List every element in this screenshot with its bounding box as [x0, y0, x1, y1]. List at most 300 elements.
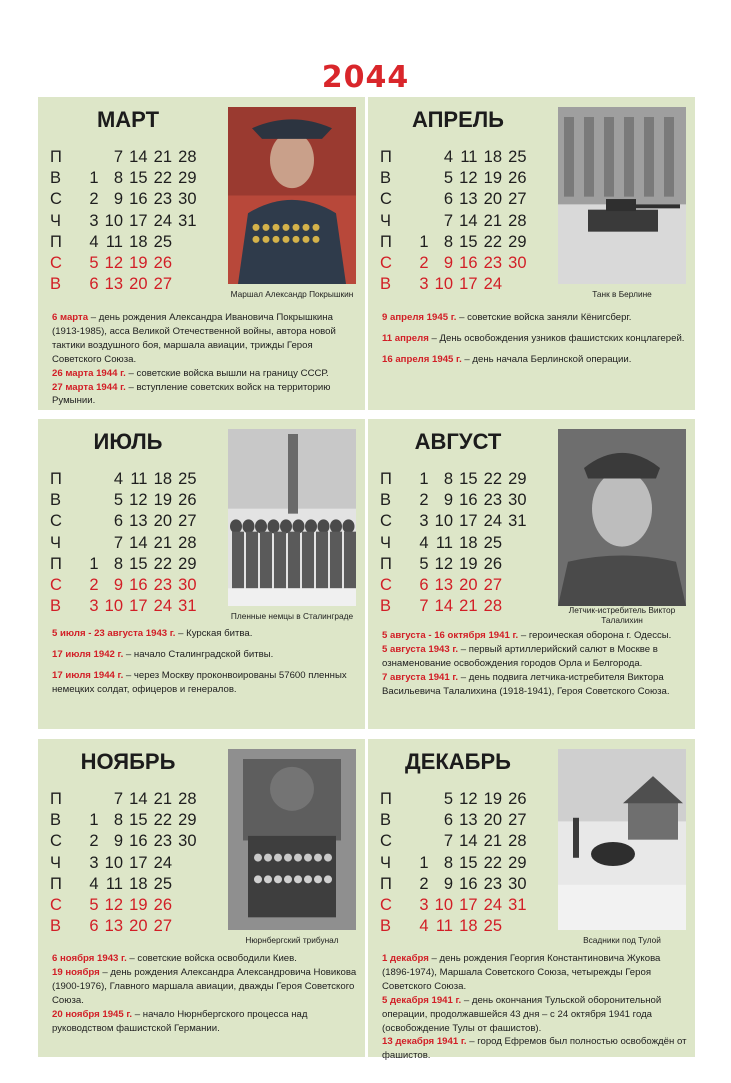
day-cell: 8 — [443, 232, 453, 251]
month-days — [50, 469, 197, 617]
note-date: 5 июля - 23 августа 1943 г. — [52, 628, 176, 639]
weekday-label: Ч — [50, 853, 61, 872]
day-cell: 3 — [89, 597, 99, 616]
week-row — [380, 490, 527, 511]
day-cell: 24 — [153, 853, 172, 872]
day-cell: 27 — [153, 917, 172, 936]
day-cell: 30 — [178, 832, 197, 851]
day-cell: 25 — [508, 148, 527, 167]
weekday-label: Ч — [50, 211, 61, 230]
week-row — [50, 232, 197, 253]
day-cell: 3 — [89, 853, 99, 872]
day-cell: 15 — [459, 470, 478, 489]
photo — [558, 107, 686, 284]
day-cell: 28 — [178, 148, 197, 167]
day-cell: 30 — [508, 491, 527, 510]
weekday-label: П — [380, 554, 392, 573]
month-panel — [368, 419, 695, 729]
day-cell: 24 — [483, 896, 502, 915]
day-cell: 16 — [129, 190, 148, 209]
day-cell: 11 — [105, 232, 123, 251]
day-cell: 12 — [459, 790, 478, 809]
day-cell: 6 — [443, 190, 453, 209]
week-row — [50, 253, 197, 274]
note — [52, 952, 357, 966]
note-date: 17 июля 1942 г. — [52, 648, 124, 660]
day-cell: 30 — [508, 254, 527, 273]
note-text: – начало Нюрнбергского процесса над руководством фашистской Германии. — [52, 1008, 308, 1034]
day-cell: 2 — [419, 491, 429, 510]
day-cell: 7 — [113, 790, 123, 809]
day-cell: 28 — [178, 790, 197, 809]
year-title: 2044 — [321, 60, 410, 95]
day-cell: 15 — [459, 853, 478, 872]
day-cell: 19 — [459, 554, 478, 573]
week-row — [380, 168, 527, 189]
day-cell: 4 — [419, 917, 429, 936]
day-cell: 3 — [419, 275, 429, 294]
photo-caption: Нюрнбергский трибунал — [245, 935, 339, 945]
week-row — [380, 253, 527, 274]
day-cell: 31 — [508, 896, 527, 915]
day-cell: 23 — [153, 576, 172, 595]
day-cell: 16 — [459, 874, 478, 893]
weekday-label: Ч — [50, 533, 61, 552]
note-date: 5 августа 1943 г. — [382, 643, 459, 655]
month-panel — [38, 97, 365, 410]
day-cell: 25 — [153, 232, 172, 251]
day-cell: 22 — [153, 554, 172, 573]
day-cell: 4 — [419, 533, 429, 552]
day-cell: 26 — [508, 790, 527, 809]
day-cell: 10 — [434, 896, 453, 915]
day-cell: 16 — [129, 576, 148, 595]
week-row — [380, 916, 527, 937]
day-cell: 27 — [508, 811, 527, 830]
day-cell: 31 — [178, 597, 197, 616]
note-text: – день окончания Тульской оборонительной операции, продолжавшейся 43 дня – с 24 октября 1941 года (освобождение Тулы от фашистов). — [382, 994, 662, 1034]
note-text: – Курская битва. — [175, 628, 253, 639]
note-date: 13 декабря 1941 г. — [382, 1036, 467, 1048]
note-date: 6 ноября 1943 г. — [52, 953, 127, 964]
month-title: МАРТ — [96, 107, 160, 132]
day-cell: 6 — [419, 576, 429, 595]
day-cell: 5 — [89, 254, 99, 273]
week-row — [380, 147, 527, 168]
note-date: 17 июля 1944 г. — [52, 669, 124, 681]
note — [52, 966, 357, 1008]
day-cell: 26 — [508, 169, 527, 188]
note-text: – советские войска вышли на границу СССР. — [125, 367, 329, 379]
day-cell: 5 — [419, 554, 429, 573]
day-cell: 26 — [178, 491, 197, 510]
day-cell: 26 — [483, 554, 502, 573]
day-cell: 18 — [129, 232, 148, 251]
day-cell: 25 — [178, 470, 197, 489]
note — [52, 381, 357, 409]
day-cell: 8 — [113, 169, 123, 188]
month-days — [50, 147, 197, 295]
week-row — [50, 211, 197, 232]
day-cell: 2 — [89, 832, 99, 851]
day-cell: 17 — [459, 275, 478, 294]
day-cell: 17 — [459, 512, 478, 531]
day-cell: 31 — [508, 512, 527, 531]
week-row — [380, 575, 527, 596]
week-row — [380, 789, 527, 810]
note — [52, 367, 357, 381]
day-cell: 12 — [104, 896, 123, 915]
day-cell: 14 — [129, 790, 148, 809]
day-cell: 8 — [443, 853, 453, 872]
week-row — [50, 853, 197, 874]
day-cell: 1 — [89, 554, 99, 573]
day-cell: 18 — [153, 470, 172, 489]
month-panel — [38, 739, 365, 1057]
day-cell: 29 — [508, 470, 527, 489]
day-cell: 24 — [483, 512, 502, 531]
day-cell: 20 — [483, 811, 502, 830]
day-cell: 20 — [459, 576, 478, 595]
month-title: АПРЕЛЬ — [411, 107, 504, 132]
day-cell: 29 — [508, 232, 527, 251]
week-row — [50, 916, 197, 937]
day-cell: 9 — [113, 576, 123, 595]
weekday-label: П — [50, 874, 62, 893]
weekday-label: В — [50, 917, 62, 936]
day-cell: 15 — [129, 169, 148, 188]
note-date: 6 марта — [52, 312, 89, 323]
week-row — [50, 189, 197, 210]
day-cell: 23 — [153, 832, 172, 851]
weekday-label: С — [380, 512, 392, 531]
day-cell: 28 — [178, 533, 197, 552]
photo-caption: Пленные немцы в Сталинграде — [230, 611, 354, 621]
day-cell: 14 — [129, 533, 148, 552]
photo — [228, 429, 356, 606]
day-cell: 28 — [483, 597, 502, 616]
note — [382, 629, 687, 643]
photo — [228, 107, 356, 284]
notes — [382, 952, 687, 1063]
day-cell: 19 — [483, 169, 502, 188]
note — [382, 1035, 687, 1063]
weekday-label: В — [50, 491, 62, 510]
weekday-label: В — [380, 811, 392, 830]
day-cell: 4 — [89, 232, 99, 251]
day-cell: 10 — [104, 211, 123, 230]
day-cell: 6 — [113, 512, 123, 531]
day-cell: 16 — [129, 832, 148, 851]
day-cell: 5 — [89, 896, 99, 915]
day-cell: 10 — [104, 853, 123, 872]
note-date: 16 апреля 1945 г. — [382, 353, 462, 365]
week-row — [50, 895, 197, 916]
month-title: ИЮЛЬ — [93, 429, 163, 454]
notes — [52, 952, 357, 1035]
day-cell: 23 — [153, 190, 172, 209]
note-text: – день рождения Александра Ивановича Покрышкина (1913-1985), асса Великой Отечественной войны, автора новой тактики воздушного боя, маршала авиации, трижды Героя Советского Союза. — [52, 312, 336, 365]
photo — [228, 749, 356, 930]
week-row — [380, 810, 527, 831]
month-days — [50, 789, 197, 937]
day-cell: 3 — [419, 512, 429, 531]
day-cell: 20 — [129, 917, 148, 936]
week-row — [50, 575, 197, 596]
day-cell: 11 — [435, 917, 453, 936]
week-row — [50, 168, 197, 189]
weekday-label: Ч — [380, 533, 391, 552]
weekday-label: В — [50, 275, 62, 294]
day-cell: 19 — [129, 896, 148, 915]
weekday-label: П — [50, 790, 62, 809]
day-cell: 10 — [104, 597, 123, 616]
day-cell: 11 — [130, 470, 148, 489]
month-panel — [368, 739, 695, 1062]
day-cell: 16 — [459, 491, 478, 510]
day-cell: 21 — [483, 832, 502, 851]
day-cell: 22 — [483, 853, 502, 872]
day-cell: 25 — [483, 917, 502, 936]
note-text: – город Ефремов был полностью освобождён от фашистов. — [382, 1036, 687, 1062]
day-cell: 20 — [483, 190, 502, 209]
day-cell: 11 — [105, 874, 123, 893]
week-row — [380, 874, 527, 895]
week-row — [380, 274, 527, 295]
day-cell: 3 — [89, 211, 99, 230]
day-cell: 15 — [129, 554, 148, 573]
day-cell: 30 — [508, 874, 527, 893]
day-cell: 11 — [460, 148, 478, 167]
day-cell: 18 — [483, 148, 502, 167]
day-cell: 11 — [435, 533, 453, 552]
day-cell: 30 — [178, 190, 197, 209]
day-cell: 5 — [443, 169, 453, 188]
day-cell: 14 — [434, 597, 453, 616]
day-cell: 3 — [419, 896, 429, 915]
day-cell: 10 — [434, 275, 453, 294]
day-cell: 23 — [483, 254, 502, 273]
note — [382, 332, 687, 346]
day-cell: 19 — [483, 790, 502, 809]
day-cell: 30 — [178, 576, 197, 595]
day-cell: 7 — [113, 533, 123, 552]
month-days — [380, 469, 527, 617]
weekday-label: С — [50, 512, 62, 531]
note-text: – первый артиллерийский салют в Москве в ознаменование освобождения городов Орла и Белгорода. — [382, 643, 658, 669]
weekday-label: С — [380, 190, 392, 209]
day-cell: 26 — [153, 896, 172, 915]
day-cell: 8 — [113, 554, 123, 573]
note-text: – день рождения Георгия Константиновича Жукова (1896-1974), Маршала Советского Союза, четырежды Героя Советского Союза. — [382, 953, 661, 992]
photo-caption: Всадники под Тулой — [583, 935, 661, 945]
weekday-label: П — [50, 232, 62, 251]
note — [382, 643, 687, 671]
day-cell: 18 — [459, 533, 478, 552]
day-cell: 6 — [443, 811, 453, 830]
note-text: – через Москву проконвоированы 57600 пленных немецких солдат, офицеров и генералов. — [52, 669, 347, 695]
photo-caption: Летчик-истребитель Виктор Талалихин — [568, 605, 676, 625]
notes — [382, 629, 687, 699]
day-cell: 4 — [443, 148, 453, 167]
day-cell: 16 — [459, 254, 478, 273]
day-cell: 27 — [153, 275, 172, 294]
day-cell: 26 — [153, 254, 172, 273]
notes — [52, 627, 357, 704]
day-cell: 1 — [419, 853, 429, 872]
day-cell: 20 — [129, 275, 148, 294]
weekday-label: Ч — [380, 853, 391, 872]
day-cell: 12 — [104, 254, 123, 273]
weekday-label: С — [380, 896, 392, 915]
weekday-label: В — [50, 169, 62, 188]
photo — [558, 749, 686, 930]
day-cell: 29 — [178, 811, 197, 830]
note-date: 20 ноября 1945 г. — [52, 1008, 133, 1020]
note — [52, 669, 357, 697]
day-cell: 2 — [419, 254, 429, 273]
day-cell: 23 — [483, 874, 502, 893]
day-cell: 29 — [178, 169, 197, 188]
photo — [558, 429, 686, 606]
weekday-label: Ч — [380, 211, 391, 230]
day-cell: 15 — [459, 232, 478, 251]
month-title: НОЯБРЬ — [80, 749, 176, 774]
week-row — [380, 211, 527, 232]
note — [52, 648, 357, 662]
week-row — [50, 147, 197, 168]
month-title: АВГУСТ — [414, 429, 502, 454]
note — [382, 353, 687, 367]
day-cell: 14 — [459, 211, 478, 230]
day-cell: 12 — [434, 554, 453, 573]
note-date: 9 апреля 1945 г. — [382, 312, 457, 323]
note — [382, 671, 687, 699]
note-date: 11 апреля — [382, 332, 429, 344]
week-row — [50, 874, 197, 895]
day-cell: 13 — [104, 275, 123, 294]
week-row — [380, 533, 527, 554]
day-cell: 18 — [459, 917, 478, 936]
note-text: – день начала Берлинской операции. — [461, 353, 632, 365]
note-text: – вступление советских войск на территорию Румынии. — [52, 381, 331, 407]
day-cell: 17 — [459, 896, 478, 915]
day-cell: 4 — [113, 470, 123, 489]
week-row — [50, 533, 197, 554]
weekday-label: В — [380, 169, 392, 188]
week-row — [380, 554, 527, 575]
day-cell: 13 — [459, 190, 478, 209]
day-cell: 21 — [153, 790, 172, 809]
day-cell: 21 — [153, 533, 172, 552]
note-text: – день подвига летчика-истребителя Виктора Васильевича Талалихина (1918-1941), Героя Советского Союза. — [382, 671, 670, 697]
day-cell: 28 — [508, 211, 527, 230]
day-cell: 31 — [178, 211, 197, 230]
day-cell: 19 — [129, 254, 148, 273]
day-cell: 1 — [89, 811, 99, 830]
day-cell: 21 — [153, 148, 172, 167]
day-cell: 27 — [178, 512, 197, 531]
week-row — [380, 895, 527, 916]
weekday-label: В — [380, 597, 392, 616]
notes — [382, 311, 687, 374]
weekday-label: П — [50, 148, 62, 167]
day-cell: 7 — [443, 832, 453, 851]
day-cell: 12 — [459, 169, 478, 188]
day-cell: 9 — [443, 491, 453, 510]
weekday-label: В — [380, 491, 392, 510]
note-date: 5 августа - 16 октября 1941 г. — [382, 630, 519, 641]
notes — [52, 311, 357, 408]
note-date: 7 августа 1941 г. — [382, 671, 459, 683]
week-row — [50, 274, 197, 295]
weekday-label: П — [380, 790, 392, 809]
weekday-label: С — [50, 832, 62, 851]
week-row — [50, 810, 197, 831]
day-cell: 27 — [508, 190, 527, 209]
weekday-label: С — [380, 576, 392, 595]
week-row — [50, 596, 197, 617]
weekday-label: С — [380, 254, 392, 273]
day-cell: 1 — [89, 169, 99, 188]
day-cell: 25 — [483, 533, 502, 552]
weekday-label: С — [50, 254, 62, 273]
note-text: – День освобождения узников фашистских концлагерей. — [428, 332, 685, 344]
note — [382, 994, 687, 1036]
day-cell: 1 — [419, 232, 429, 251]
week-row — [50, 831, 197, 852]
week-row — [380, 853, 527, 874]
weekday-label: С — [380, 832, 392, 851]
day-cell: 21 — [459, 597, 478, 616]
note-date: 26 марта 1944 г. — [52, 367, 126, 379]
note — [52, 627, 357, 641]
day-cell: 7 — [113, 148, 123, 167]
weekday-label: П — [50, 554, 62, 573]
day-cell: 7 — [419, 597, 429, 616]
week-row — [50, 789, 197, 810]
note-date: 1 декабря — [382, 953, 429, 964]
day-cell: 8 — [113, 811, 123, 830]
day-cell: 29 — [508, 853, 527, 872]
weekday-label: В — [380, 275, 392, 294]
day-cell: 23 — [483, 491, 502, 510]
day-cell: 6 — [89, 917, 99, 936]
day-cell: 15 — [129, 811, 148, 830]
day-cell: 25 — [153, 874, 172, 893]
day-cell: 22 — [153, 169, 172, 188]
weekday-label: С — [50, 896, 62, 915]
day-cell: 22 — [153, 811, 172, 830]
note — [382, 952, 687, 994]
week-row — [380, 189, 527, 210]
day-cell: 9 — [443, 874, 453, 893]
day-cell: 21 — [483, 211, 502, 230]
month-title: ДЕКАБРЬ — [405, 749, 511, 774]
day-cell: 12 — [129, 491, 148, 510]
day-cell: 2 — [419, 874, 429, 893]
day-cell: 9 — [113, 190, 123, 209]
weekday-label: П — [380, 232, 392, 251]
day-cell: 19 — [153, 491, 172, 510]
photo-caption: Танк в Берлине — [592, 289, 652, 299]
note-date: 27 марта 1944 г. — [52, 381, 126, 393]
weekday-label: В — [50, 597, 62, 616]
day-cell: 17 — [129, 211, 148, 230]
note — [52, 311, 357, 367]
week-row — [380, 232, 527, 253]
weekday-label: П — [380, 470, 392, 489]
